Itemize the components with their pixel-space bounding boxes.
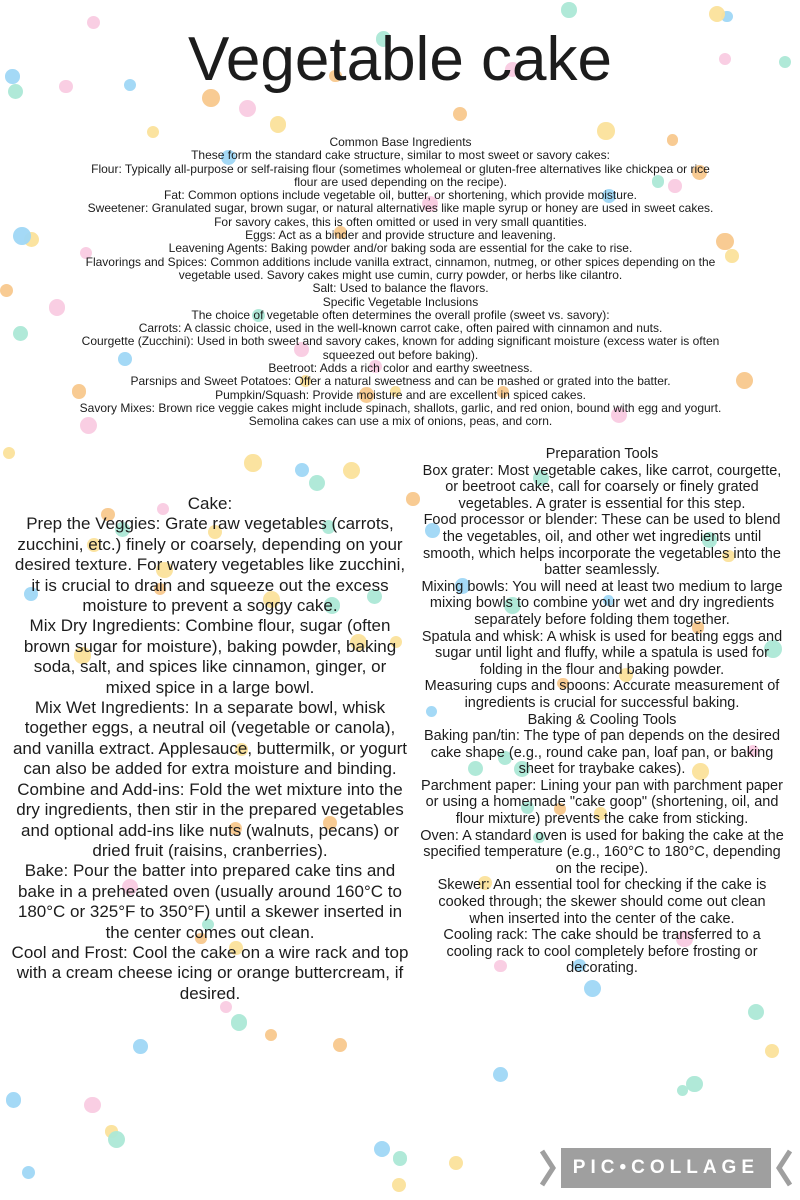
paragraph: Bake: Pour the batter into prepared cake tins and bake in a preheated oven (usually around 160°C to 180°C or 325°F to 350°F) until a skewer inserted in the center comes out clean.	[17, 861, 403, 942]
chevron-right-icon	[540, 1148, 556, 1188]
paragraph: Food processor or blender: These can be used to blend the vegetables, oil, and other wet ingredients until smooth, which helps incorporate the vegetables into the batter seamlessly.	[423, 512, 781, 579]
pic-collage-watermark	[540, 1148, 792, 1188]
paragraph: Cooling rack: The cake should be transferred to a cooling rack to cool completely before frosting or decorating.	[443, 927, 761, 977]
paragraph: Cool and Frost: Cool the cake on a wire rack and top with a cream cheese icing or orange buttercream, if desired.	[11, 942, 409, 1003]
polka-dot	[392, 1178, 406, 1192]
chevron-left-icon	[776, 1148, 792, 1188]
polka-dot	[133, 1039, 148, 1054]
paragraph: Beetroot: Adds a rich color and earthy sweetness.	[268, 361, 533, 376]
polka-dot	[765, 1044, 780, 1059]
paragraph: Eggs: Act as a binder and provide structure and leavening.	[245, 228, 556, 243]
paragraph: Common Base Ingredients	[329, 135, 472, 149]
polka-dot	[709, 6, 725, 22]
polka-dot	[270, 116, 286, 132]
paragraph: Baking & Cooling Tools	[527, 711, 677, 728]
polka-dot	[333, 1038, 347, 1052]
page-title: Vegetable cake	[187, 25, 612, 94]
polka-dot	[493, 1067, 509, 1083]
polka-dot	[561, 2, 577, 18]
polka-dot	[84, 1097, 100, 1113]
polka-dot	[725, 249, 739, 263]
polka-dot	[393, 1151, 407, 1165]
paragraph: Fat: Common options include vegetable oil, butter, or shortening, which provide moisture.	[164, 188, 637, 203]
paragraph: Preparation Tools	[545, 446, 659, 462]
polka-dot	[13, 227, 31, 245]
polka-dot	[677, 1085, 688, 1096]
paragraph: Skewer: An essential tool for checking if the cake is cooked through; the skewer should come out clean when inserted into the center of the cake.	[437, 877, 767, 927]
paragraph: Combine and Add-ins: Fold the wet mixture into the dry ingredients, then stir in the prepared vegetables and optional add-ins like nuts (walnuts, pecans) or dried fruit (raisins, cranberries).	[16, 779, 404, 860]
paragraph: Prep the Veggies: Grate raw vegetables (carrots, zucchini, etc.) finely or coarsely, depending on your desired texture. For watery vegetables like zucchini, it is crucial to drain and squeeze out the excess moisture to prevent a soggy cake.	[14, 514, 406, 616]
paragraph: Specific Vegetable Inclusions	[322, 294, 479, 309]
paragraph: Spatula and whisk: A whisk is used for beating eggs and sugar until light and fluffy, while a spatula is used for folding in the flour and baking powder.	[421, 628, 783, 678]
polka-dot	[3, 447, 15, 459]
paragraph: Salt: Used to balance the flavors.	[312, 281, 489, 296]
polka-dot	[309, 475, 325, 491]
paragraph: These form the standard cake structure, similar to most sweet or savory cakes:	[191, 148, 610, 163]
paragraph: Box grater: Most vegetable cakes, like carrot, courgette, or beetroot cake, call for coarsely or finely grated vegetables. A grater is essential for this step.	[422, 462, 782, 512]
polka-dot	[374, 1141, 390, 1157]
polka-dot	[244, 454, 262, 472]
paragraph: Leavening Agents: Baking powder and/or baking soda are essential for the cake to rise.	[168, 241, 633, 256]
paragraph: Savory Mixes: Brown rice veggie cakes might include spinach, shallots, garlic, and red onion, bound with egg and yogurt. Semolina cakes can use a mix of onions, peas, and corn.	[79, 400, 722, 429]
paragraph: Parchment paper: Lining your pan with parchment paper or using a homemade "cake goop" (shortening, oil, and flour mixture) prevents the cake from sticking.	[421, 777, 783, 828]
paragraph: Flour: Typically all-purpose or self-raising flour (sometimes wholemeal or gluten-free alternatives like chickpea or rice flour are used depending on the recipe).	[91, 161, 710, 189]
watermark-label: PIC•COLLAGE	[572, 1157, 759, 1178]
polka-dot	[686, 1076, 702, 1092]
paragraph: Parsnips and Sweet Potatoes: Offer a natural sweetness and can be mashed or grated into the batter.	[130, 374, 671, 389]
paragraph: Mix Dry Ingredients: Combine flour, sugar (often brown sugar for moisture), baking powder, baking soda, salt, and spices like cinnamon, ginger, or mixed spice in a large bowl.	[23, 616, 397, 697]
paragraph: Cake:	[187, 494, 233, 513]
paragraph: Baking pan/tin: The type of pan depends on the desired cake shape (e.g., round cake pan, loaf pan, or baking sheet for traybake cakes).	[423, 728, 781, 778]
tools-block	[420, 446, 784, 977]
paragraph: The choice of vegetable often determines the overall profile (sweet vs. savory):	[191, 307, 610, 322]
cake-instructions-block	[10, 494, 410, 1004]
polka-dot	[49, 299, 65, 315]
polka-dot	[6, 1092, 22, 1108]
common-base-ingredients-block	[78, 136, 723, 429]
polka-dot	[239, 100, 256, 117]
polka-dot	[0, 284, 13, 297]
polka-dot	[736, 372, 753, 389]
polka-dot	[453, 107, 468, 122]
polka-dot	[584, 980, 601, 997]
polka-dot	[295, 463, 309, 477]
paragraph: Sweetener: Granulated sugar, brown sugar, or natural alternatives like maple syrup or honey are used in sweet cakes. For savory cakes, this is often omitted or used in very small quantities.	[87, 201, 714, 229]
polka-dot	[231, 1014, 248, 1031]
polka-dot	[22, 1166, 35, 1179]
polka-dot	[265, 1029, 277, 1041]
paragraph: Mixing bowls: You will need at least two medium to large mixing bowls to combine your wet and dry ingredients separately before folding them together.	[421, 578, 783, 628]
polka-dot	[343, 462, 360, 479]
polka-dot	[13, 326, 28, 341]
paragraph: Flavorings and Spices: Common additions include vanilla extract, cinnamon, nutmeg, or other spices depending on the vegetable used. Savory cakes might use cumin, curry powder, or herbs like cilantro.	[85, 254, 716, 282]
paragraph: Carrots: A classic choice, used in the well-known carrot cake, often paired with cinnamon and nuts.	[138, 321, 663, 336]
polka-dot	[748, 1004, 764, 1020]
paragraph: Pumpkin/Squash: Provide moisture and are excellent in spiced cakes.	[215, 387, 586, 402]
paragraph: Measuring cups and spoons: Accurate measurement of ingredients is crucial for successful baking.	[424, 678, 780, 711]
polka-dot	[108, 1131, 126, 1149]
paragraph: Mix Wet Ingredients: In a separate bowl, whisk together eggs, a neutral oil (vegetable or canola), and vanilla extract. Applesauce, buttermilk, or yogurt can also be added for extra moisture and binding.	[12, 698, 408, 779]
paragraph: Courgette (Zucchini): Used in both sweet and savory cakes, known for adding significant moisture (excess water is often squeezed out before baking).	[81, 334, 720, 362]
polka-dot	[449, 1156, 463, 1170]
paragraph: Oven: A standard oven is used for baking the cake at the specified temperature (e.g., 160°C to 180°C, depending on the recipe).	[420, 827, 784, 877]
